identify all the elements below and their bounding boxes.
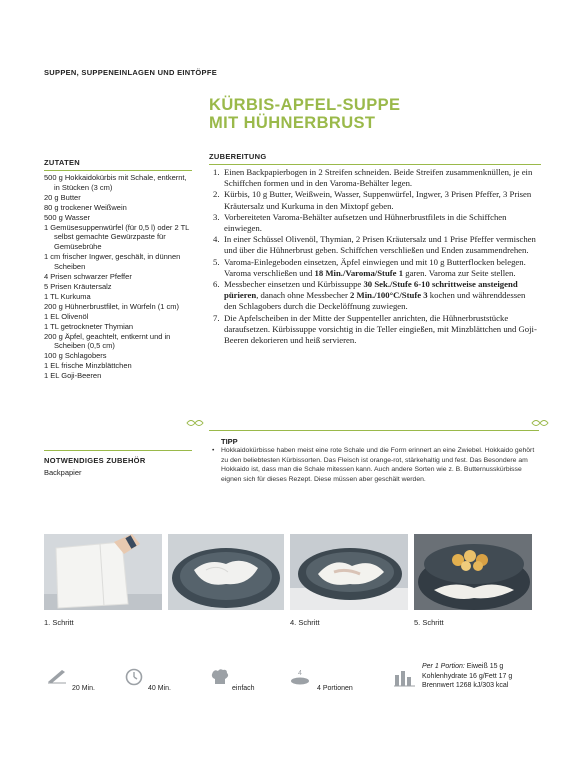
step-2-photo <box>168 534 284 610</box>
nutrition-line-3: Brennwert 1268 kJ/303 kcal <box>422 682 509 690</box>
tip-section <box>209 430 539 484</box>
ingredient-item: 500 g Hokkaidokürbis mit Schale, entkernt, in Stücken (3 cm) <box>44 173 187 192</box>
step-text: Varoma-Einlegeboden einsetzen, Äpfel einwiegen und mit 10 g Butterflocken belegen. Varoma verschließen und <box>224 256 526 278</box>
step-number: 1. <box>213 167 220 177</box>
step-number: 3. <box>213 211 220 222</box>
step-text: garen. Varoma zur Seite stellen. <box>403 267 516 278</box>
ingredient-item: 1 EL Goji-Beeren <box>44 371 102 381</box>
step-text: Messbecher einsetzen und Kürbissuppe <box>224 279 364 290</box>
nutrition-info <box>422 662 512 691</box>
ingredient-item: 1 cm frischer Ingwer, geschält, in dünnen Scheiben <box>44 252 181 272</box>
step-text: Die Apfelscheiben in der Mitte der Suppenteller anrichten, die Hühnerbruststücke daraufsetzen. Kürbissuppe vorsichtig in die Teller eingießen, mit Minzblättchen und Goji-Beeren dekorieren und heiß servieren. <box>224 312 537 346</box>
tip-text-block <box>209 446 539 484</box>
step-text: , danach ohne Messbecher <box>256 290 351 301</box>
caption-step-5: 5. Schritt <box>414 618 444 627</box>
accessories-heading: NOTWENDIGES ZUBEHÖR <box>44 456 146 465</box>
ingredient-item: 20 g Butter <box>44 192 81 202</box>
nutrition-protein: Eiweiß 15 g <box>464 663 504 670</box>
step-number: 6. <box>213 279 220 290</box>
step-1-photo <box>44 534 162 610</box>
nutrition-chart-icon <box>394 667 416 687</box>
ingredient-item: 80 g trockener Weißwein <box>44 202 127 212</box>
step-text: Vorbereiteten Varoma-Behälter aufsetzen und Hühnerbrustfilets in die Schiffchen einwiegen. <box>224 211 507 234</box>
ingredient-item: 4 Prisen schwarzer Pfeffer <box>44 272 132 282</box>
clock-icon <box>125 668 143 686</box>
plate-icon-number: 4 <box>298 670 302 677</box>
ingredient-item: 1 Gemüsesuppenwürfel (für 0,5 l) oder 2 TL selbst gemachte Gewürzpaste für Gemüsebrühe <box>44 222 190 252</box>
ingredient-item: 1 EL Olivenöl <box>44 311 89 321</box>
preparation-step <box>209 167 541 189</box>
ingredients-rule <box>44 170 192 171</box>
ingredient-item: 200 g Hühnerbrustfilet, in Würfeln (1 cm) <box>44 301 180 311</box>
preparation-step <box>209 234 541 256</box>
preparation-step <box>209 212 541 234</box>
prep-time-text: 20 Min. <box>72 685 95 692</box>
step-number: 4. <box>213 234 220 245</box>
preparation-section <box>209 152 541 346</box>
step-number: 7. <box>213 312 220 323</box>
step-setting-text: 30 Sek./Stufe 6-10 schrittweise ansteigend pürieren <box>224 279 518 301</box>
tip-label: TIPP <box>221 437 238 446</box>
preparation-step <box>209 313 541 347</box>
recipe-title-line-2: MIT HÜHNERBRUST <box>209 114 376 132</box>
knife-icon <box>46 668 68 684</box>
preparation-step <box>209 189 541 211</box>
accessories-text: Backpapier <box>44 468 82 477</box>
tip-bullet-icon: • <box>212 447 215 454</box>
ingredients-list <box>44 173 192 381</box>
step-text: Kürbis, 10 g Butter, Weißwein, Wasser, Suppenwürfel, Ingwer, 3 Prisen Pfeffer, 3 Prisen Kräutersalz und Kurkuma in den Mixtopf geben. <box>224 189 532 211</box>
nutrition-line-1 <box>422 662 512 672</box>
ingredient-item: 200 g Äpfel, geachtelt, entkernt und in Scheiben (0,5 cm) <box>44 331 171 351</box>
recipe-title <box>209 96 539 132</box>
tip-rule <box>209 430 539 431</box>
difficulty-text: einfach <box>232 685 255 692</box>
ingredients-heading: ZUTATEN <box>44 158 80 167</box>
preparation-step <box>209 279 541 313</box>
total-time-text: 40 Min. <box>148 685 171 692</box>
recipe-title-line-1: KÜRBIS-APFEL-SUPPE <box>209 96 401 114</box>
step-5-photo <box>414 534 532 610</box>
step-number: 2. <box>213 189 220 200</box>
step-text: kochen und währenddessen den Schlagobers durch die Deckelöffnung zuwiegen. <box>224 290 526 312</box>
preparation-heading: ZUBEREITUNG <box>209 152 267 161</box>
ingredient-item: 1 TL getrockneter Thymian <box>44 321 134 331</box>
caption-step-4: 4. Schritt <box>290 618 320 627</box>
ingredients-section <box>44 158 192 381</box>
nutrition-line-2: Kohlenhydrate 16 g/Fett 17 g <box>422 672 513 680</box>
step-setting-text: 18 Min./Varoma/Stufe 1 <box>314 267 404 278</box>
nutrition-portion-label: Per 1 Portion: <box>422 663 465 670</box>
ingredient-item: 1 TL Kurkuma <box>44 291 91 301</box>
leaf-ornament-icon <box>186 418 204 428</box>
plate-icon <box>290 668 310 686</box>
step-4-photo <box>290 534 408 610</box>
section-header: SUPPEN, SUPPENEINLAGEN UND EINTÖPFE <box>44 68 218 77</box>
accessories-section <box>44 450 192 477</box>
caption-step-1: 1. Schritt <box>44 618 74 627</box>
leaf-ornament-icon <box>531 418 549 428</box>
tip-text: Hokkaidokürbisse haben meist eine rote Schale und die Form erinnert an eine Zwiebel. Hokkaido gehört zu den beliebtesten Kürbissorten. Das Fleisch ist orange-rot, stärkehaltig und fest. Das Besondere am Hokkaido ist, dass man die Schale mitessen kann. Auch andere Sorten wie z. B. Butternusskürbisse eignen sich für dieses Rezept. Diese müssen aber geschält werden. <box>221 447 535 483</box>
ingredient-item: 100 g Schlagobers <box>44 351 107 361</box>
preparation-steps <box>209 167 541 346</box>
ingredient-item: 5 Prisen Kräutersalz <box>44 281 112 291</box>
step-text: In einer Schüssel Olivenöl, Thymian, 2 Prisen Kräutersalz und 1 Prise Pfeffer vermischen und über die Hühnerbrust geben. Schiffchen verschließen und Enden zusammendrehen. <box>224 234 536 256</box>
ingredient-item: 500 g Wasser <box>44 212 90 222</box>
preparation-rule <box>209 164 541 165</box>
step-text: Einen Backpapierbogen in 2 Streifen schneiden. Beide Streifen zusammenknüllen, je ein Schiffchen formen und in den Varoma-Behälter legen. <box>224 167 533 189</box>
portions-text: 4 Portionen <box>317 685 353 692</box>
ingredient-item: 1 EL frische Minzblättchen <box>44 361 132 371</box>
preparation-step <box>209 257 541 279</box>
step-setting-text: 2 Min./100°C/Stufe 3 <box>350 290 428 301</box>
chef-hat-icon <box>210 668 230 686</box>
accessories-rule <box>44 450 192 451</box>
step-number: 5. <box>213 256 220 267</box>
